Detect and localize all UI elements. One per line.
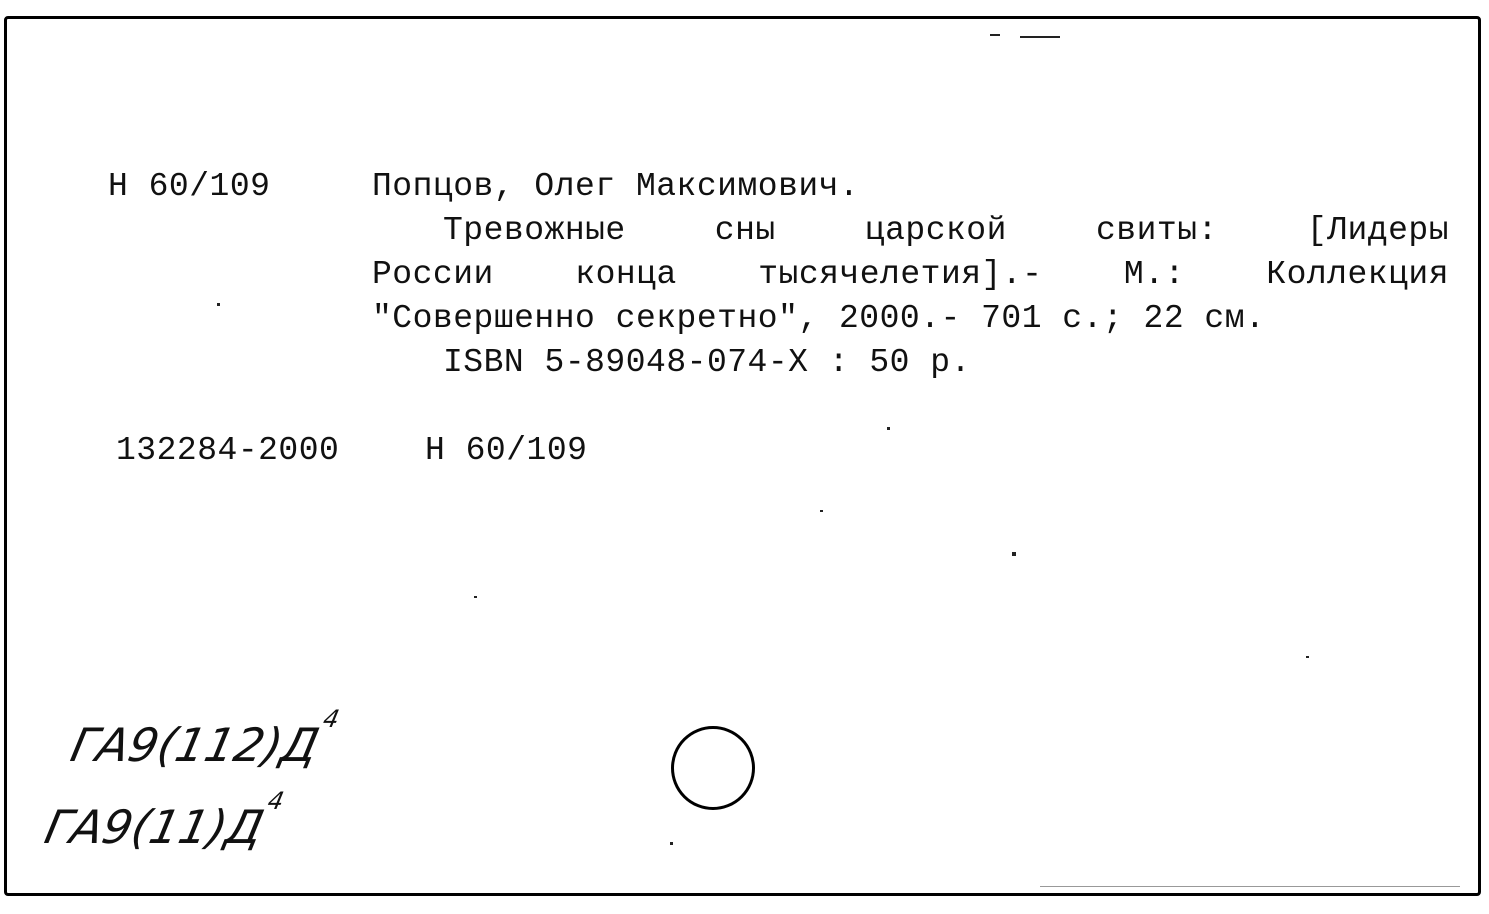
speck: [217, 303, 220, 306]
speck: [1020, 36, 1060, 38]
isbn-line: ISBN 5-89048-074-X : 50 р.: [443, 344, 971, 381]
speck: [1012, 552, 1016, 556]
call-number-repeat: Н 60/109: [425, 432, 588, 469]
title-line-1: Тревожные сны царской свиты: [Лидеры: [443, 212, 1449, 249]
title-line-2: России конца тысячелетия].- М.: Коллекция: [372, 256, 1449, 293]
speck: [1040, 886, 1460, 887]
speck: [670, 842, 673, 845]
speck: [474, 596, 477, 598]
author-heading: Попцов, Олег Максимович.: [372, 168, 860, 205]
speck: [1306, 656, 1309, 658]
handwritten-shelf-mark-2: $ГА9(11)Д^4$: [40, 786, 287, 854]
handwritten-shelf-mark-1: $ГА9(112)Д^4$: [66, 704, 342, 772]
speck: [990, 34, 1000, 36]
speck: [887, 427, 890, 430]
call-number: Н 60/109: [108, 168, 271, 205]
inventory-number: 132284-2000: [116, 432, 340, 469]
speck: [820, 510, 823, 512]
title-line-3: "Совершенно секретно", 2000.- 701 с.; 22 см.: [372, 300, 1266, 337]
card-punch-hole: [671, 726, 755, 810]
